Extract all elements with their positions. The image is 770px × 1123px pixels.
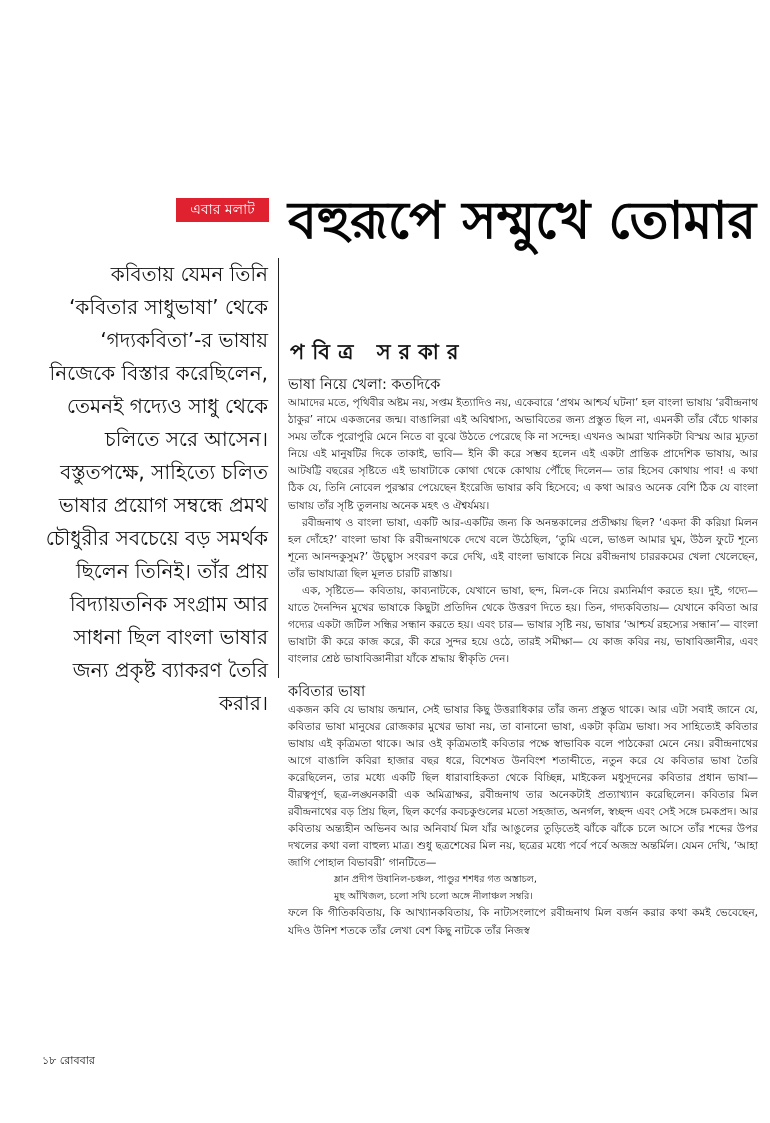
verse-line: ম্লান প্রদীপ উষানিল-চঞ্চল, পাণ্ডুর শশধর গত অস্তাচল,	[334, 874, 537, 886]
section-heading-language-play: ভাষা নিয়ে খেলা: কতদিকে	[288, 377, 441, 393]
article-body	[288, 368, 758, 1048]
column-divider	[278, 258, 279, 678]
article-title: বহুরূপে সম্মুখে তোমার	[288, 190, 757, 251]
pull-quote: কবিতায় যেমন তিনি ‘কবিতার সাধুভাষা’ থেকে ‘গদ্যকবিতা’-র ভাষায় নিজেকে বিস্তার করেছিলেন, তেমনই গদ্যেও সাধু থেকে চলিতে সরে আসেন। বস্তুতপক্ষে, সাহিত্যে চলিত ভাষার প্রয়োগ সম্বন্ধে প্রমথ চৌধুরীর সবচেয়ে বড় সমর্থক ছিলেন তিনিই। তাঁর প্রায় বিদ্যায়তনিক সংগ্রাম আর সাধনা ছিল বাংলা ভাষার জন্য প্রকৃষ্ট ব্যাকরণ তৈরি করার।	[45, 262, 268, 715]
page-footer: ১৮ রোববার	[42, 1054, 95, 1067]
section-heading-poetry-language: কবিতার ভাষা	[288, 683, 366, 700]
body-paragraph: এক, সৃষ্টিতে— কবিতায়, কাব্যনাটকে, যেখানে ভাষা, ছন্দ, মিল-কে নিয়ে রম্যনির্মাণ করতে হয়। দুই, গদ্যে— যাতে দৈনন্দিন মুখের ভাষাকে কিছুটা প্রতিদিন থেকে উত্তরণ দিতে হয়। তিন, গদ্যকবিতায়— যেখানে কবিতা আর গদ্যের একটা জটিল সন্ধির সন্ধান করতে হয়। এবং চার— ভাষার সৃষ্টি নয়, ভাষার ‘আশ্চর্য রহস্যের সন্ধান’— বাংলা ভাষাটা কী করে কাজ করে, কী করে সুন্দর হয়ে ওঠে, তারই সমীক্ষা— যে কাজ কবির নয়, ভাষাবিজ্ঞানীর, এবং বাংলার শ্রেষ্ঠ ভাষাবিজ্ঞানীরা যাঁকে শ্রদ্ধায় স্বীকৃতি দেন।	[288, 585, 758, 666]
section-badge: এবার মলাট	[176, 198, 269, 222]
body-paragraph: একজন কবি যে ভাষায় জন্মান, সেই ভাষার কিছু উত্তরাধিকার তাঁর জন্য প্রস্তুত থাকে। আর এটা সবাই জানে যে, কবিতার ভাষা মানুষের রোজকার মুখের ভাষা নয়, তা বানানো ভাষা, একটা কৃত্রিম ভাষা। সব সাহিত্যেই কবিতার ভাষায় এই কৃত্রিমতা থাকে। আর ওই কৃত্রিমতাই কবিতার পক্ষে স্বাভাবিক বলে পাঠকেরা মেনে নেয়। রবীন্দ্রনাথের আগে বাঙালি কবিরা হাজার বছর ধরে, বিশেষত উনবিংশ শতাব্দীতে, নতুন করে যে কবিতার ভাষা তৈরি করেছিলেন, তার মধ্যে একটি ছিল ধারাবাহিকতা থেকে বিচ্ছিন্ন, মাইকেল মধুসূদনের কবিতার প্রধান ভাষা— বীরত্বপূর্ণ, ছত্র-লঙ্ঘনকারী এক অমিত্রাক্ষর, রবীন্দ্রনাথ তার অনেকটাই প্রত্যাখ্যান করেছিলেন। কবিতার মিল রবীন্দ্রনাথের বড় প্রিয় ছিল, ছিল কর্ণের কবচকুণ্ডলের মতো সহজাত, অনর্গল, স্বচ্ছন্দ এবং সেই সঙ্গে চমকপ্রদ। আর কবিতায় অন্ত্যহীন অভিনব আর অনিবার্য মিল যাঁর আঙুলের তুড়িতেই ঝাঁকে ঝাঁকে চলে আসে তাঁর শব্দের উপর দখলের কথা বলা বাহুল্য মাত্র। শুধু ছত্রশেষের মিল নয়, ছত্রের মধ্যে পর্বে পর্বে অজস্র অন্তর্মিল। যেমন দেখি, ‘আহা জাগি পোহাল বিভাবরী’ গানটিতে—	[288, 703, 758, 870]
verse-line: মুছ আঁখিজল, চলো সখি চলো অঙ্গে নীলাঞ্চল সম্বরি।	[334, 890, 533, 902]
body-paragraph: আমাদের মতে, পৃথিবীর অষ্টম নয়, সপ্তম ইত্যাদিও নয়, একেবারে ‘প্রথম আশ্চর্য ঘটনা’ হল বাংলা ভাষায় ‘রবীন্দ্রনাথ ঠাকুর’ নামে একজনের জন্ম। বাঙালিরা এই অবিশ্বাস্য, অভাবিতের জন্য প্রস্তুত ছিল না, এমনকী তাঁর বেঁচে থাকার সময় তাঁকে পুরোপুরি মেনে নিতে বা বুঝে উঠতে পেরেছে কি না সন্দেহ। এখনও আমরা খানিকটা বিস্ময় আর মূঢ়তা নিয়ে এই মানুষটির দিকে তাকাই, ভাবি— ইনি কী করে সম্ভব হলেন এই একটা প্রান্তিক প্রাদেশিক ভাষায়, আর আটষট্টি বছরের সৃষ্টিতে এই ভাষাটাকে কোথা থেকে কোথায় পৌঁছে দিলেন— তার হিসেব কোথায় পাব! এ কথা ঠিক যে, তিনি নোবেল পুরস্কার পেয়েছেন ইংরেজি ভাষার কবি হিসেবে; এ কথা আরও অনেক বেশি ঠিক যে বাংলা ভাষায় তাঁর সৃষ্টি তুলনায় অনেক মহৎ ও ঐশ্বর্যময়।	[288, 397, 758, 512]
body-paragraph: ফলে কি গীতিকবিতায়, কি আখ্যানকবিতায়, কি নাট্যসংলাপে রবীন্দ্রনাথ মিল বর্জন করার কথা কমই ভেবেছেন, যদিও উনিশ শতকে তাঁর লেখা বেশ কিছু নাটকে তাঁর নিজস্ব	[288, 907, 758, 937]
body-paragraph: রবীন্দ্রনাথ ও বাংলা ভাষা, একটি আর-একটির জন্য কি অনন্তকালের প্রতীক্ষায় ছিল? ‘একদা কী করিয়া মিলন হল দোঁহে?’ বাংলা ভাষা কি রবীন্দ্রনাথকে দেখে বলে উঠেছিল, ‘তুমি এলে, ভাঙল আমার ঘুম, উঠল ফুটে শূন্যে শূন্যে আনন্দকুসুম?’ উচ্ছ্বাস সংবরণ করে দেখি, এই বাংলা ভাষাকে নিয়ে রবীন্দ্রনাথ চাররকমের খেলা খেলেছেন, তাঁর ভাষাযাত্রা ছিল মূলত চারটি রাস্তায়।	[288, 516, 758, 580]
author-name: পবিত্র সরকার	[290, 340, 467, 364]
